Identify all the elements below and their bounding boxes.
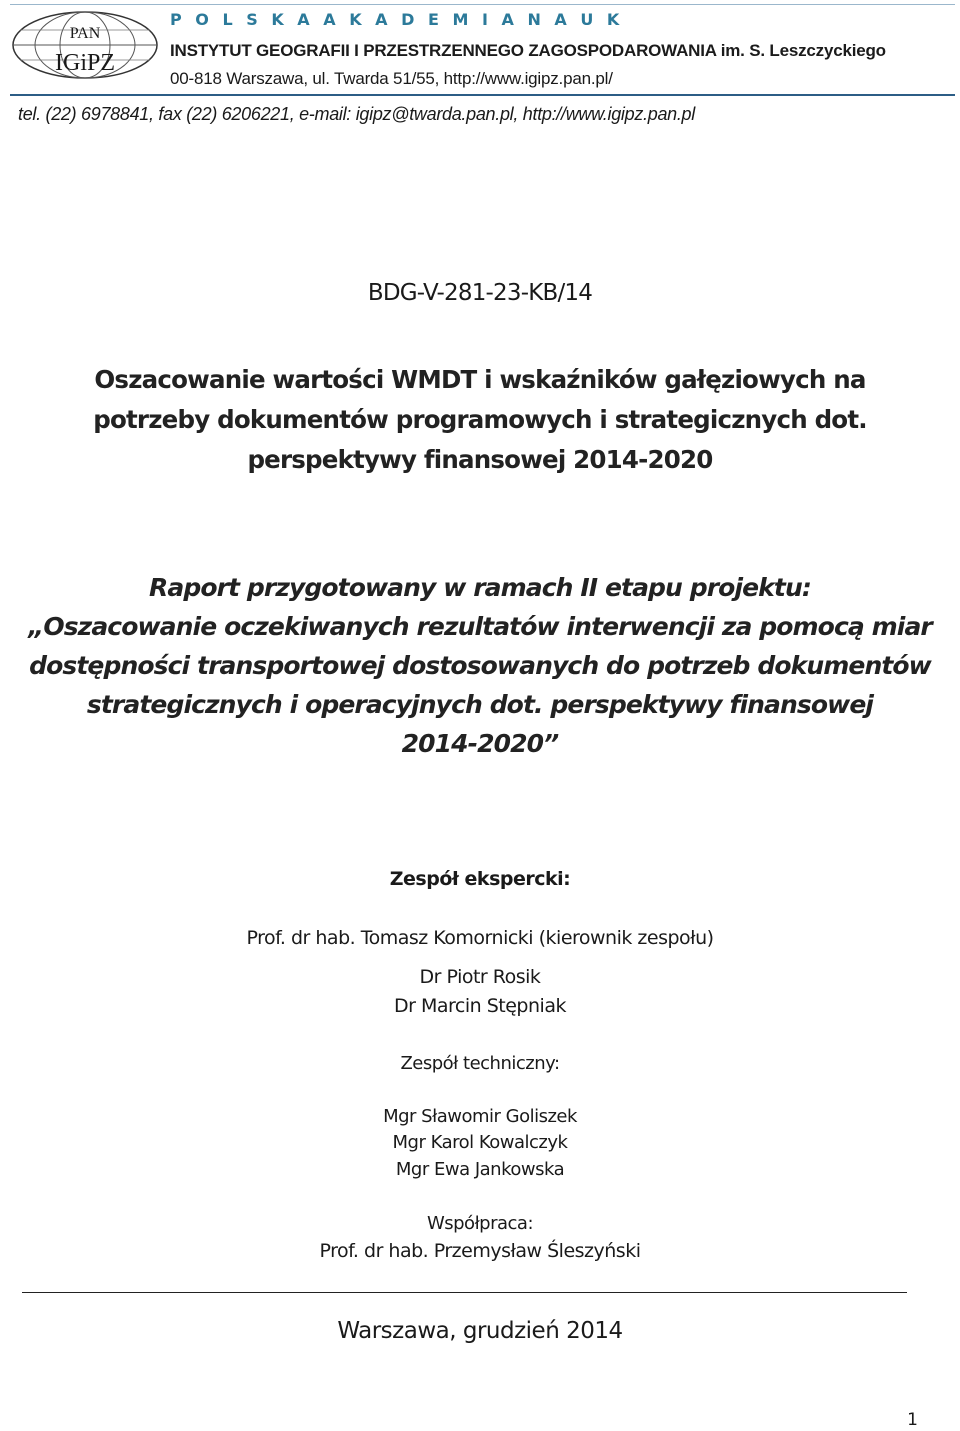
cooperation-member: Prof. dr hab. Przemysław Śleszyński [319, 1240, 641, 1262]
document-reference: BDG-V-281-23-KB/14 [367, 280, 593, 306]
cooperation-heading: Współpraca: [426, 1213, 534, 1234]
subtitle-line-1: Raport przygotowany w ramach II etapu projektu: [149, 573, 811, 602]
subtitle-line-4: strategicznych i operacyjnych dot. perspektywy finansowej [86, 690, 874, 719]
subtitle-line-3: dostępności transportowej dostosowanych do potrzeb dokumentów [29, 651, 931, 680]
document-title-line-2: potrzeby dokumentów programowych i strategicznych dot. [93, 405, 867, 434]
logo-text-igipz: IGiPZ [55, 50, 115, 76]
igipz-logo [10, 10, 160, 80]
expert-member: Prof. dr hab. Tomasz Komornicki (kierownik zespołu) [246, 927, 714, 949]
technical-member: Mgr Sławomir Goliszek [383, 1106, 577, 1127]
technical-team-heading: Zespół techniczny: [400, 1053, 560, 1074]
technical-member: Mgr Ewa Jankowska [395, 1159, 565, 1180]
footer-rule [22, 1292, 907, 1293]
institute-contact: tel. (22) 6978841, fax (22) 6206221, e-mail: igipz@twarda.pan.pl, http://www.igipz.pan.pl [18, 104, 695, 124]
document-title-line-1: Oszacowanie wartości WMDT i wskaźników gałęziowych na [94, 365, 866, 394]
academy-name: P O L S K A A K A D E M I A N A U K [170, 10, 624, 29]
expert-member: Dr Marcin Stępniak [394, 995, 566, 1017]
page-number: 1 [907, 1410, 918, 1430]
header-rule [10, 94, 955, 96]
institute-address: 00-818 Warszawa, ul. Twarda 51/55, http://www.igipz.pan.pl/ [170, 69, 613, 88]
expert-team-heading: Zespół ekspercki: [389, 868, 571, 890]
header-top-rule [10, 4, 955, 5]
document-title-line-3: perspektywy finansowej 2014-2020 [247, 445, 713, 474]
logo-text-pan: PAN [69, 25, 101, 42]
subtitle-line-5: 2014-2020” [401, 729, 559, 758]
institute-name: INSTYTUT GEOGRAFII I PRZESTRZENNEGO ZAGOSPODAROWANIA im. S. Leszczyckiego [170, 41, 886, 60]
expert-member: Dr Piotr Rosik [419, 966, 541, 988]
technical-member: Mgr Karol Kowalczyk [392, 1132, 568, 1153]
place-and-date: Warszawa, grudzień 2014 [337, 1318, 623, 1344]
subtitle-line-2: „Oszacowanie oczekiwanych rezultatów interwencji za pomocą miar [28, 612, 932, 641]
